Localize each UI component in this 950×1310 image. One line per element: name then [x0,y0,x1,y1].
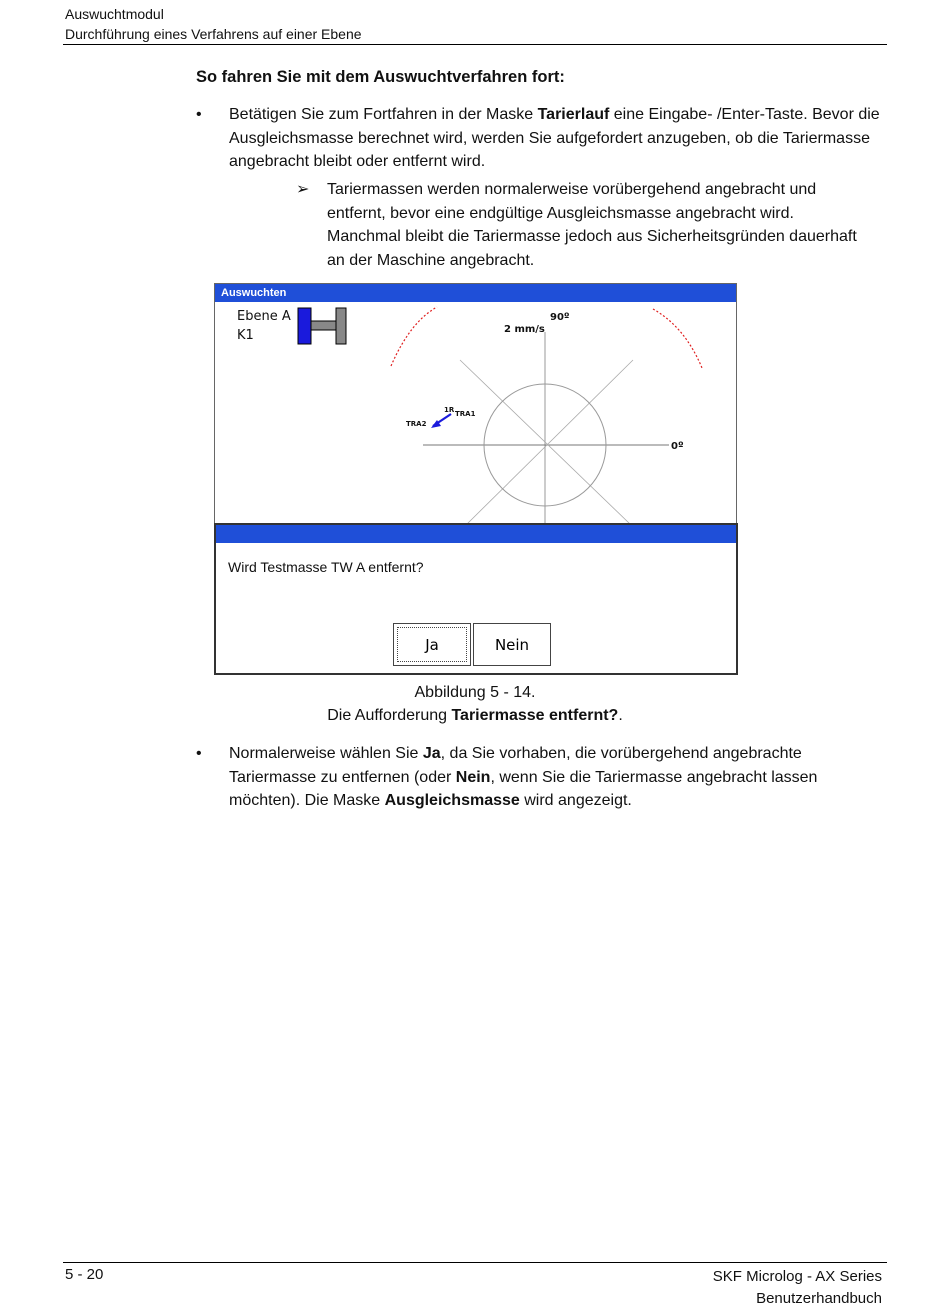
confirm-dialog [214,523,738,675]
bullet-text-part: , da Sie vorhaben, die vorübergehend angebrachte Tariermasse zu entfernen (oder [229,745,802,786]
marker-tra1-label: TRA1 [455,410,476,418]
range-arc-right [653,309,702,368]
dialog-question: Wird Testmasse TW A entfernt? [228,559,424,575]
dialog-titlebar [216,525,736,543]
shaft-icon [311,321,336,330]
bullet-dot-icon: • [196,106,202,123]
section-heading: So fahren Sie mit dem Auswuchtverfahren fort: [196,68,565,86]
bullet-keyword: Tarierlauf [537,106,610,123]
page-header [65,4,887,44]
footer-divider [63,1262,887,1263]
bullet-keyword: Ja [422,745,441,762]
plane-block-icon [298,308,311,344]
scale-label: 2 mm/s [504,324,545,335]
balancing-screen [214,283,737,525]
polar-plot [215,302,736,524]
footer-product: SKF Microlog - AX Series [712,1268,882,1285]
page-footer [713,1266,882,1310]
bullet-text-part: wird angezeigt. [519,792,632,809]
no-button[interactable]: Nein [473,623,551,666]
bullet-text-part: , wenn Sie die Tariermasse angebracht lassen möchten). Die Maske [229,768,818,809]
footer-doc: Benutzerhandbuch [756,1290,882,1307]
header-section: Durchführung eines Verfahrens auf einer Ebene [65,26,362,42]
range-arc-left [391,307,437,366]
rotor-block-icon [336,308,346,344]
channel-label: K1 [237,328,254,343]
arrow-bullet-icon: ➢ [296,181,310,198]
bullet-text [229,742,884,813]
bullet-keyword: Nein [455,768,491,786]
bullet-text-part: Normalerweise wählen Sie [229,745,423,762]
figure-caption-title [0,704,950,728]
bullet-dot-icon: • [196,745,202,762]
yes-button[interactable]: Ja [393,623,471,666]
note-text: Tariermassen werden normalerweise vorübergehend angebracht und entfernt, bevor eine endgültige Ausgleichsmasse angebracht wird. Manchmal bleibt die Tariermasse jedoch aus Sicherheitsgründen dauerhaft an der Maschine angebracht. [327,181,857,269]
marker-1r-label: 1R [444,406,455,414]
marker-tra2-label: TRA2 [406,420,427,428]
page-number: 5 - 20 [65,1266,104,1283]
bullet-keyword: Ausgleichsmasse [384,792,520,809]
window-titlebar: Auswuchten [215,284,736,302]
caption-keyword: Tariermasse entfernt? [451,707,619,724]
angle-0-label: 0º [671,441,684,452]
header-module: Auswuchtmodul [65,6,164,22]
plane-label: Ebene A [237,309,291,324]
header-divider [63,44,887,45]
figure-caption-number: Abbildung 5 - 14. [414,684,536,701]
bullet-text-part: eine Eingabe- /Enter-Taste. Bevor die Ausgleichsmasse berechnet wird, werden Sie aufgefordert anzugeben, ob die Tariermasse angebracht bleibt oder entfernt wird. [229,106,880,170]
caption-text-part: Die Aufforderung [327,707,452,724]
bullet-text-part: Betätigen Sie zum Fortfahren in der Maske [229,106,538,123]
caption-text-part: . [618,707,623,724]
angle-90-label: 90º [550,312,570,323]
bullet-text [229,103,884,174]
